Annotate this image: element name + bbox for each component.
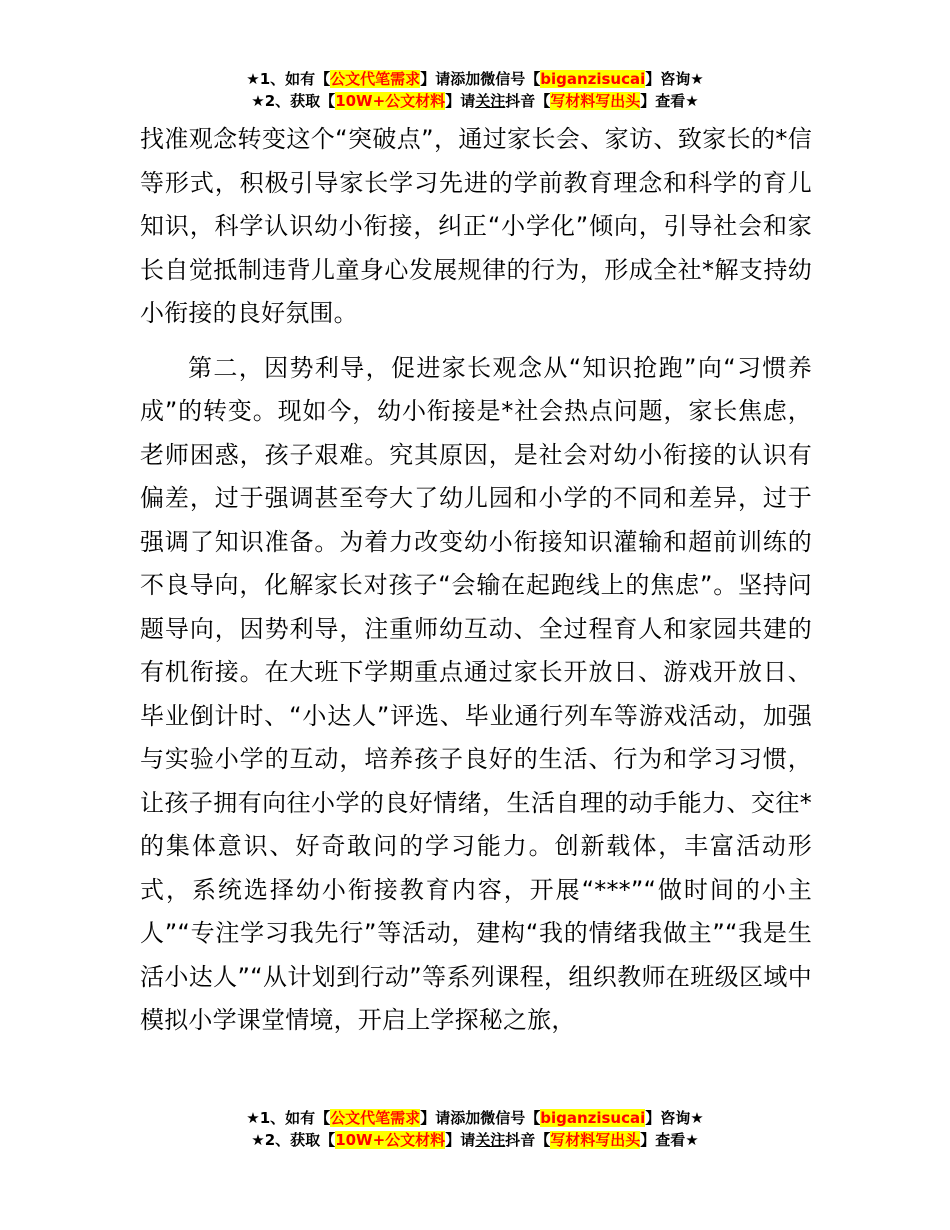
footer-line-1: ★1、如有【公文代笔需求】请添加微信号【biganzisucai】咨询★ xyxy=(246,1109,704,1127)
wechat-id-highlight: biganzisucai xyxy=(540,1109,646,1127)
douyin-account-highlight: 写材料写出头 xyxy=(550,92,641,110)
header-line-2: ★2、获取【10W+公文材料】请关注抖音【写材料写出头】查看★ xyxy=(251,92,699,110)
follow-underlined: 关注 xyxy=(475,92,506,110)
header-banner xyxy=(0,68,950,112)
header-line-1: ★1、如有【公文代笔需求】请添加微信号【biganzisucai】咨询★ xyxy=(246,70,704,88)
materials-highlight: 10W+公文材料 xyxy=(335,92,446,110)
paragraph-1: 找准观念转变这个“突破点”，通过家长会、家访、致家长的*信等形式，积极引导家长学习先进的学前教育理念和科学的育儿知识，科学认识幼小衔接，纠正“小学化”倾向，引导社会和家长自觉抵制违背儿童身心发展规律的行为，形成全社*解支持幼小衔接的良好氛围。 xyxy=(140,125,812,327)
footer-banner xyxy=(0,1107,950,1151)
follow-underlined: 关注 xyxy=(475,1131,506,1149)
wechat-id-highlight: biganzisucai xyxy=(540,70,646,88)
footer-line-2: ★2、获取【10W+公文材料】请关注抖音【写材料写出头】查看★ xyxy=(251,1131,699,1149)
douyin-account-highlight: 写材料写出头 xyxy=(550,1131,641,1149)
paragraph-2: 第二，因势利导，促进家长观念从“知识抢跑”向“习惯养成”的转变。现如今，幼小衔接是*社会热点问题，家长焦虑，老师困惑，孩子艰难。究其原因，是社会对幼小衔接的认识有偏差，过于强调甚至夸大了幼儿园和小学的不同和差异，过于强调了知识准备。为着力改变幼小衔接知识灌输和超前训练的不良导向，化解家长对孩子“会输在起跑线上的焦虑”。坚持问题导向，因势利导，注重师幼互动、全过程育人和家园共建的有机衔接。在大班下学期重点通过家长开放日、游戏开放日、毕业倒计时、“小达人”评选、毕业通行列车等游戏活动，加强与实验小学的互动，培养孩子良好的生活、行为和学习习惯，让孩子拥有向往小学的良好情绪，生活自理的动手能力、交往*的集体意识、好奇敢问的学习能力。创新载体，丰富活动形式，系统选择幼小衔接教育内容，开展“***”“做时间的小主人”“专注学习我先行”等活动，建构“我的情绪我做主”“我是生活小达人”“从计划到行动”等系列课程，组织教师在班级区域中模拟小学课堂情境，开启上学探秘之旅， xyxy=(140,353,812,1034)
document-body xyxy=(140,118,812,1043)
materials-highlight: 10W+公文材料 xyxy=(335,1131,446,1149)
ghostwriting-highlight: 公文代笔需求 xyxy=(330,1109,421,1127)
ghostwriting-highlight: 公文代笔需求 xyxy=(330,70,421,88)
